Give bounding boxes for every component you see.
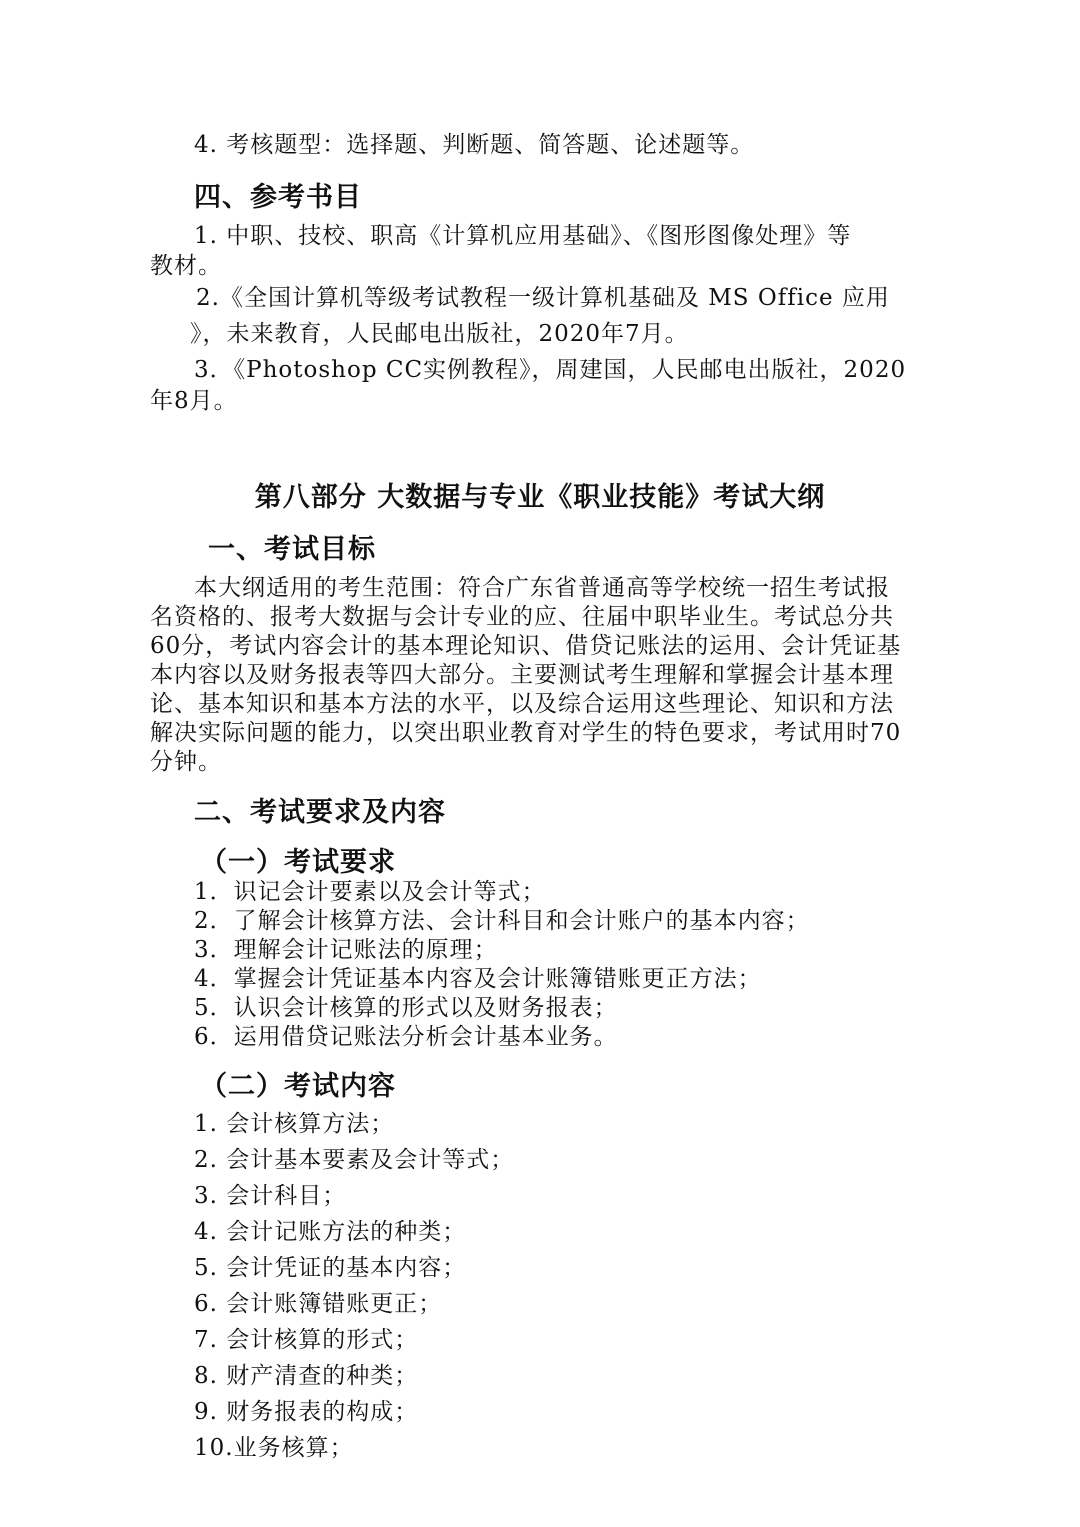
- content-item-3: 3. 会计科目；: [194, 1183, 347, 1209]
- content-item-2: 2. 会计基本要素及会计等式；: [194, 1147, 515, 1173]
- reference-1-line-1: 1. 中职、技校、职高《计算机应用基础》、《图形图像处理》等: [194, 223, 852, 249]
- reference-1-line-2: 教材。: [150, 253, 222, 279]
- goal-paragraph-line-5: 论、基本知识和基本方法的水平，以及综合运用这些理论、知识和方法: [150, 691, 894, 717]
- part-eight-title: 第八部分 大数据与专业《职业技能》考试大纲: [254, 482, 826, 513]
- requirement-item-4: 4．掌握会计凭证基本内容及会计账簿错账更正方法；: [194, 966, 762, 992]
- requirement-item-3: 3．理解会计记账法的原理；: [194, 937, 498, 963]
- goal-paragraph-line-7: 分钟。: [150, 749, 222, 775]
- goal-paragraph-line-6: 解决实际问题的能力，以突出职业教育对学生的特色要求，考试用时70: [150, 720, 902, 746]
- requirement-item-2: 2．了解会计核算方法、会计科目和会计账户的基本内容；: [194, 908, 810, 934]
- content-item-10: 10.业务核算；: [194, 1435, 354, 1461]
- reference-2-line-1: 2.《全国计算机等级考试教程一级计算机基础及 MS Office 应用: [196, 285, 890, 311]
- requirements-subheading: （一）考试要求: [200, 847, 396, 878]
- content-item-1: 1. 会计核算方法；: [194, 1111, 395, 1137]
- requirement-item-1: 1．识记会计要素以及会计等式；: [194, 879, 546, 905]
- requirement-item-6: 6．运用借贷记账法分析会计基本业务。: [194, 1024, 618, 1050]
- content-subheading: （二）考试内容: [200, 1071, 396, 1102]
- goal-paragraph-line-3: 60分，考试内容会计的基本理论知识、借贷记账法的运用、会计凭证基: [150, 633, 902, 659]
- references-heading: 四、参考书目: [194, 182, 362, 213]
- content-item-7: 7. 会计核算的形式；: [194, 1327, 419, 1353]
- reference-3-line-2: 年8月。: [150, 388, 238, 414]
- requirement-item-5: 5．认识会计核算的形式以及财务报表；: [194, 995, 618, 1021]
- goal-paragraph-line-2: 名资格的、报考大数据与会计专业的应、往届中职毕业生。考试总分共: [150, 604, 894, 630]
- requirements-content-heading: 二、考试要求及内容: [194, 797, 446, 828]
- exam-type-item: 4. 考核题型：选择题、判断题、简答题、论述题等。: [194, 132, 755, 158]
- exam-goal-heading: 一、考试目标: [208, 534, 376, 565]
- goal-paragraph-line-4: 本内容以及财务报表等四大部分。主要测试考生理解和掌握会计基本理: [150, 662, 894, 688]
- reference-2-line-2: 》，未来教育，人民邮电出版社，2020年7月。: [190, 321, 689, 347]
- content-item-4: 4. 会计记账方法的种类；: [194, 1219, 467, 1245]
- content-item-8: 8. 财产清查的种类；: [194, 1363, 419, 1389]
- content-item-6: 6. 会计账簿错账更正；: [194, 1291, 443, 1317]
- content-item-5: 5. 会计凭证的基本内容；: [194, 1255, 467, 1281]
- reference-3-line-1: 3．《Photoshop CC实例教程》，周建国，人民邮电出版社，2020: [194, 357, 907, 383]
- content-item-9: 9. 财务报表的构成；: [194, 1399, 419, 1425]
- goal-paragraph-line-1: 本大纲适用的考生范围：符合广东省普通高等学校统一招生考试报: [194, 575, 890, 601]
